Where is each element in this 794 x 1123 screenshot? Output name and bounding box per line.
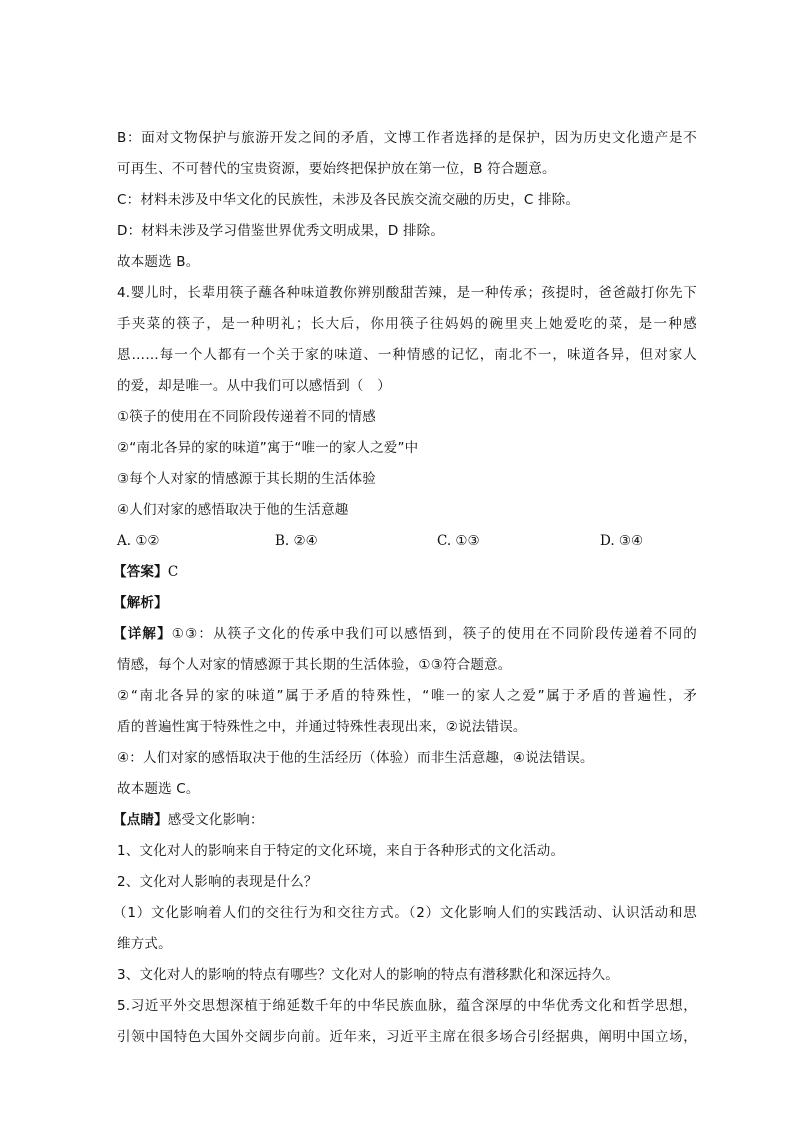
- option-b: B. ②④: [275, 533, 318, 549]
- text-line: B：面对文物保护与旅游开发之间的矛盾，文博工作者选择的是保护，因为历史文化遗产是不: [117, 130, 697, 146]
- text-line: 手夹菜的筷子，是一种明礼；长大后，你用筷子往妈妈的碗里夹上她爱吃的菜，是一种感: [117, 316, 697, 332]
- text-line: D：材料未涉及学习借鉴世界优秀文明成果，D 排除。: [117, 223, 445, 239]
- question-5-text: 5.习近平外交思想深植于绵延数千年的中华民族血脉，蕴含深厚的中华优秀文化和哲学思想，: [117, 998, 697, 1014]
- text-line: 情感，每个人对家的情感源于其长期的生活体验，①③符合题意。: [117, 657, 512, 673]
- answer-line: [113, 564, 693, 580]
- text-line: 引领中国特色大国外交阔步向前。近年来，习近平主席在很多场合引经据典，阐明中国立场，: [117, 1029, 697, 1045]
- statement-3: ③每个人对家的情感源于其长期的生活体验: [117, 471, 376, 487]
- statement-2: ②“南北各异的家的味道”寓于“唯一的家人之爱”中: [117, 440, 419, 456]
- text-line: 2、文化对人影响的表现是什么？: [117, 874, 318, 890]
- option-d: D. ③④: [600, 533, 644, 549]
- point-text: 感受文化影响：: [167, 812, 264, 828]
- text-line: 的爱，却是唯一。从中我们可以感悟到（ ）: [117, 378, 391, 394]
- text-line: 盾的普遍性寓于特殊性之中，并通过特殊性表现出来，②说法错误。: [117, 719, 527, 735]
- text-line: 可再生、不可替代的宝贵资源，要始终把保护放在第一位，B 符合题意。: [117, 161, 556, 177]
- answer-tag: 【答案】: [113, 564, 168, 580]
- detail-tag: 【详解】: [113, 626, 172, 642]
- text-line: ②“南北各异的家的味道”属于矛盾的特殊性，“唯一的家人之爱”属于矛盾的普遍性，矛: [117, 688, 697, 704]
- option-c: C. ①③: [437, 533, 480, 549]
- text-line: 3、文化对人的影响的特点有哪些？文化对人的影响的特点有潜移默化和深远持久。: [117, 967, 619, 983]
- text-line: 故本题选 B。: [117, 254, 200, 270]
- option-a: A. ①②: [117, 533, 160, 549]
- detail-line: [113, 626, 697, 642]
- analysis-tag: 【解析】: [113, 595, 168, 611]
- point-line: [113, 812, 693, 828]
- text-line: ④：人们对家的感悟取决于他的生活经历（体验）而非生活意趣，④说法错误。: [117, 750, 594, 766]
- point-tag: 【点睛】: [113, 812, 168, 828]
- statement-1: ①筷子的使用在不同阶段传递着不同的情感: [117, 409, 376, 425]
- text-line: 维方式。: [117, 936, 172, 952]
- answer-value: C: [167, 564, 179, 580]
- text-line: 故本题选 C。: [117, 781, 200, 797]
- text-line: C：材料未涉及中华文化的民族性，未涉及各民族交流交融的历史，C 排除。: [117, 192, 580, 208]
- text-line: 1、文化对人的影响来自于特定的文化环境，来自于各种形式的文化活动。: [117, 843, 565, 859]
- text-line: （1）文化影响着人们的交往行为和交往方式。（2）文化影响人们的实践活动、认识活动和思: [113, 905, 697, 921]
- question-4-text: 4.婴儿时，长辈用筷子蘸各种味道教你辨别酸甜苦辣，是一种传承；孩提时，爸爸敲打你先下: [117, 285, 697, 301]
- statement-4: ④人们对家的感悟取决于他的生活意趣: [117, 502, 349, 518]
- detail-text: ①③：从筷子文化的传承中我们可以感悟到，筷子的使用在不同阶段传递着不同的: [171, 626, 697, 642]
- text-line: 恩……每一个人都有一个关于家的味道、一种情感的记忆，南北不一，味道各异，但对家人: [117, 347, 697, 363]
